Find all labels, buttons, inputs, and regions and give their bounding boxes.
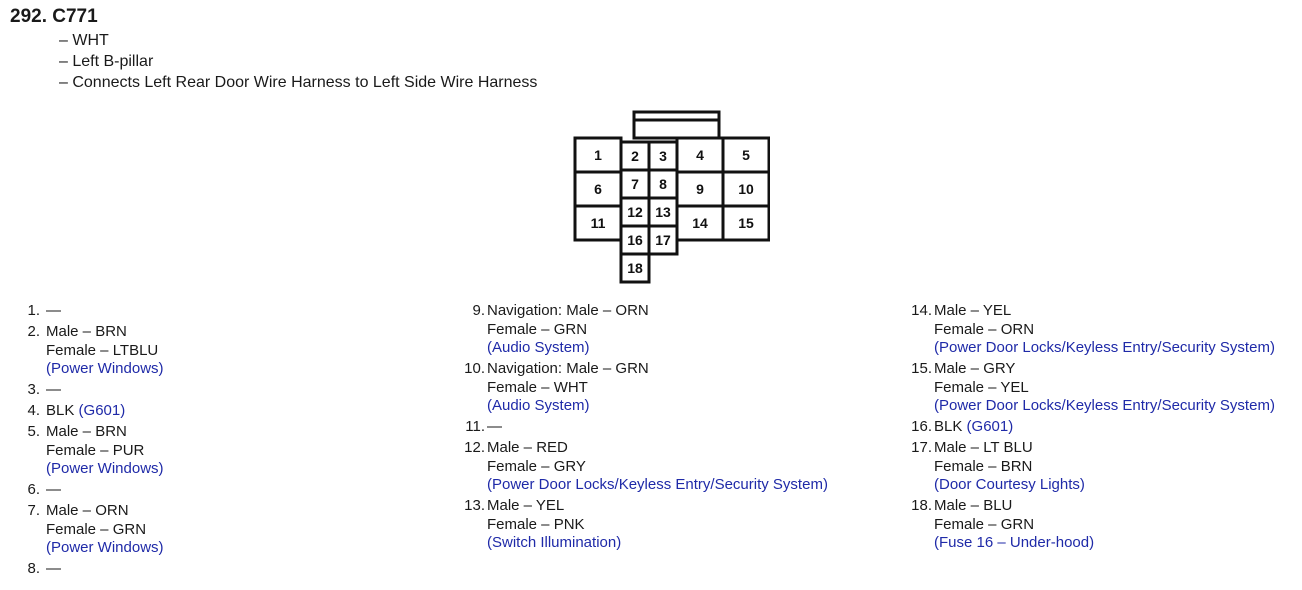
- pin-number: 13.: [464, 497, 485, 514]
- pin-wire: BLK: [46, 402, 79, 419]
- pin-wire: Female – GRN: [487, 320, 588, 338]
- pin-number: 12.: [464, 439, 485, 456]
- pin-wire: —: [46, 381, 61, 398]
- pin-entry-1: [12, 302, 164, 321]
- pin-wire: Female – GRN: [46, 520, 147, 538]
- page-title: 292. C771: [10, 6, 98, 27]
- pin-system-link[interactable]: (Power Door Locks/Keyless Entry/Security System): [934, 339, 1275, 356]
- pin-label-8: 8: [659, 176, 667, 192]
- pin-number: 7.: [27, 502, 40, 519]
- pin-wire: Male – BLU: [934, 497, 1013, 514]
- pin-wire: Navigation: Male – ORN: [487, 302, 649, 319]
- pin-ground-link[interactable]: (G601): [78, 402, 126, 419]
- connector-header: [10, 6, 537, 93]
- pin-wire: —: [46, 560, 61, 577]
- pin-number: 6.: [27, 481, 40, 498]
- pin-list-column-3: [904, 302, 1275, 555]
- connector-location: – Left B-pillar: [59, 53, 154, 70]
- pin-number: 10.: [464, 360, 485, 377]
- pin-wire: Female – LTBLU: [46, 341, 159, 359]
- pin-entry-13: [457, 497, 828, 553]
- pin-system-link[interactable]: (Audio System): [487, 339, 590, 356]
- pin-entry-11: [457, 418, 828, 437]
- pin-wire: Navigation: Male – GRN: [487, 360, 649, 377]
- pin-entry-5: [12, 423, 164, 479]
- connector-description: [59, 30, 537, 93]
- pin-label-11: 11: [590, 215, 606, 231]
- pin-label-6: 6: [594, 181, 602, 197]
- pin-wire: —: [46, 302, 61, 319]
- pin-entry-7: [12, 502, 164, 558]
- pin-wire: Male – LT BLU: [934, 439, 1033, 456]
- pin-wire: Female – WHT: [487, 378, 588, 396]
- connector-diagram: [572, 110, 770, 286]
- pin-number: 15.: [911, 360, 932, 377]
- pin-label-13: 13: [655, 204, 671, 220]
- pin-number: 11.: [465, 418, 485, 435]
- pin-wire: —: [487, 418, 502, 435]
- pin-label-4: 4: [696, 147, 704, 163]
- pin-entry-10: [457, 360, 828, 416]
- pin-entry-6: [12, 481, 164, 500]
- pin-entry-17: [904, 439, 1275, 495]
- pin-system-link[interactable]: (Fuse 16 – Under-hood): [934, 534, 1095, 551]
- pin-system-link[interactable]: (Door Courtesy Lights): [934, 476, 1085, 493]
- pin-wire: Male – BRN: [46, 323, 127, 340]
- pin-list-column-1: [12, 302, 164, 581]
- pin-wire: Male – BRN: [46, 423, 127, 440]
- pin-label-17: 17: [655, 232, 671, 248]
- pin-entry-9: [457, 302, 828, 358]
- pin-wire: Female – GRN: [934, 515, 1035, 533]
- pin-wire: Female – PNK: [487, 515, 585, 533]
- pin-entry-18: [904, 497, 1275, 553]
- pin-system-link[interactable]: (Power Door Locks/Keyless Entry/Security System): [934, 397, 1275, 414]
- pin-label-14: 14: [692, 215, 708, 231]
- pin-wire: Male – GRY: [934, 360, 1016, 377]
- pin-label-18: 18: [627, 260, 643, 276]
- pin-wire: Female – YEL: [934, 378, 1029, 396]
- pin-system-link[interactable]: (Switch Illumination): [487, 534, 622, 551]
- pin-system-link[interactable]: (Power Windows): [46, 360, 164, 377]
- pin-number: 17.: [911, 439, 932, 456]
- pin-wire: Female – ORN: [934, 320, 1035, 338]
- pin-entry-12: [457, 439, 828, 495]
- pin-wire: Female – GRY: [487, 457, 586, 475]
- pin-number: 4.: [27, 402, 40, 419]
- pin-wire: Male – YEL: [487, 497, 565, 514]
- pin-entry-16: [904, 418, 1275, 437]
- pin-wire: Male – YEL: [934, 302, 1012, 319]
- pin-list-column-2: [457, 302, 828, 555]
- pin-entry-2: [12, 323, 164, 379]
- pin-entry-15: [904, 360, 1275, 416]
- pin-entry-14: [904, 302, 1275, 358]
- pin-wire: Female – BRN: [934, 457, 1033, 475]
- pin-label-10: 10: [738, 181, 754, 197]
- pin-number: 1.: [27, 302, 40, 319]
- pin-system-link[interactable]: (Power Door Locks/Keyless Entry/Security System): [487, 476, 828, 493]
- connector-face-svg: [572, 110, 770, 286]
- pin-number: 9.: [472, 302, 485, 319]
- pin-entry-3: [12, 381, 164, 400]
- connector-connects: – Connects Left Rear Door Wire Harness to Left Side Wire Harness: [59, 74, 538, 91]
- pin-number: 8.: [27, 560, 40, 577]
- pin-label-5: 5: [742, 147, 750, 163]
- pin-label-12: 12: [627, 204, 643, 220]
- pin-wire: BLK: [934, 418, 967, 435]
- pin-system-link[interactable]: (Audio System): [487, 397, 590, 414]
- pin-ground-link[interactable]: (G601): [966, 418, 1014, 435]
- pin-label-1: 1: [594, 147, 602, 163]
- pin-wire: Male – ORN: [46, 502, 129, 519]
- pin-label-2: 2: [631, 148, 639, 164]
- pin-entry-4: [12, 402, 164, 421]
- pin-number: 2.: [27, 323, 40, 340]
- pin-number: 5.: [27, 423, 40, 440]
- pin-wire: Female – PUR: [46, 441, 145, 459]
- pin-wire: Male – RED: [487, 439, 568, 456]
- pin-wire: —: [46, 481, 61, 498]
- pin-system-link[interactable]: (Power Windows): [46, 460, 164, 477]
- pin-number: 16.: [911, 418, 932, 435]
- pin-label-7: 7: [631, 176, 639, 192]
- pin-label-9: 9: [696, 181, 704, 197]
- pin-number: 14.: [911, 302, 932, 319]
- pin-entry-8: [12, 560, 164, 579]
- pin-label-15: 15: [738, 215, 754, 231]
- pin-number: 3.: [27, 381, 40, 398]
- pin-system-link[interactable]: (Power Windows): [46, 539, 164, 556]
- pin-number: 18.: [911, 497, 932, 514]
- pin-label-3: 3: [659, 148, 667, 164]
- pin-label-16: 16: [627, 232, 643, 248]
- connector-latch: [634, 112, 719, 138]
- connector-color: – WHT: [59, 32, 109, 49]
